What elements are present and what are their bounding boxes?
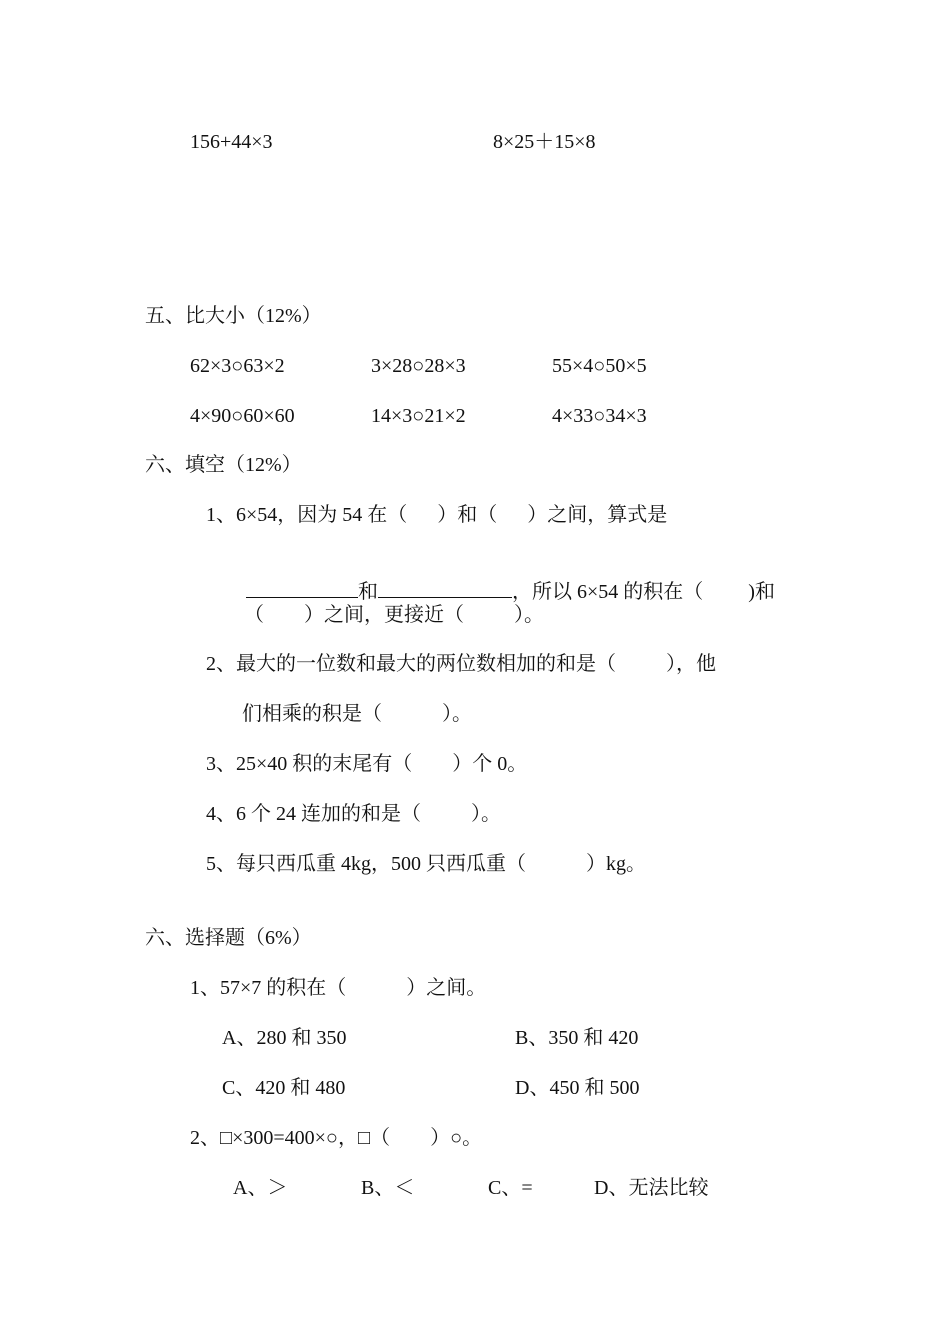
choice-q2-option-a[interactable]: A、＞: [233, 1177, 288, 1199]
calc-item-1: 156+44×3: [190, 131, 273, 153]
answer-blank[interactable]: [246, 577, 358, 598]
choice-q2-option-d[interactable]: D、无法比较: [594, 1177, 709, 1199]
compare-item: 14×3○21×2: [371, 405, 466, 427]
compare-item: 62×3○63×2: [190, 355, 285, 377]
section-fill-title: 六、填空（12%）: [145, 454, 302, 476]
fill-q1-line3: （ ）之间，更接近（ ）。: [244, 604, 544, 626]
section-choice-title: 六、选择题（6%）: [145, 927, 312, 949]
choice-q2-stem: 2、□×300=400×○，□（ ）○。: [190, 1127, 483, 1149]
fill-q2-line1: 2、最大的一位数和最大的两位数相加的和是（ ），他: [206, 653, 716, 675]
section-compare-title: 五、比大小（12%）: [145, 305, 322, 327]
choice-q2-option-c[interactable]: C、=: [488, 1177, 533, 1199]
compare-item: 55×4○50×5: [552, 355, 647, 377]
fill-q2-line2: 们相乘的积是（ ）。: [242, 703, 472, 725]
fill-q1-line2-end: ，所以 6×54 的积在（ )和: [512, 581, 775, 603]
calc-item-2: 8×25＋15×8: [493, 131, 596, 153]
choice-q1-option-c[interactable]: C、420 和 480: [222, 1077, 346, 1099]
choice-q1-option-b[interactable]: B、350 和 420: [515, 1027, 639, 1049]
fill-q4: 4、6 个 24 连加的和是（ ）。: [206, 803, 501, 825]
choice-q2-option-b[interactable]: B、＜: [361, 1177, 415, 1199]
compare-item: 3×28○28×3: [371, 355, 466, 377]
fill-q1-line1: 1、6×54，因为 54 在（ ）和（ ）之间，算式是: [206, 504, 668, 526]
answer-blank[interactable]: [378, 577, 512, 598]
compare-item: 4×33○34×3: [552, 405, 647, 427]
and-text: 和: [358, 581, 378, 603]
choice-q1-option-a[interactable]: A、280 和 350: [222, 1027, 347, 1049]
choice-q1-stem: 1、57×7 的积在（ ）之间。: [190, 977, 487, 999]
fill-q3: 3、25×40 积的末尾有（ ）个 0。: [206, 753, 528, 775]
fill-q5: 5、每只西瓜重 4kg，500 只西瓜重（ ）kg。: [206, 853, 646, 875]
compare-item: 4×90○60×60: [190, 405, 295, 427]
choice-q1-option-d[interactable]: D、450 和 500: [515, 1077, 640, 1099]
fill-q1-line2: [236, 553, 775, 604]
